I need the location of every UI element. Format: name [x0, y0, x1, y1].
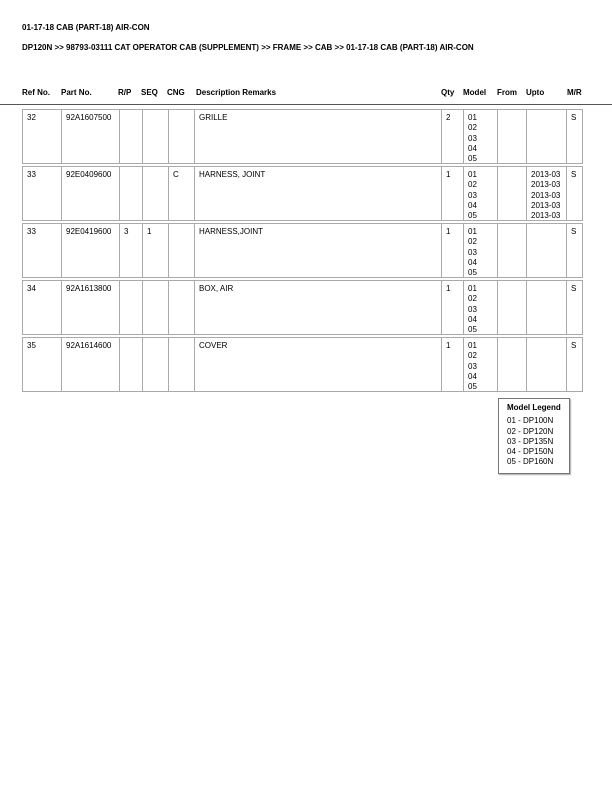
cell-upto	[526, 224, 566, 277]
cell-part: 92A1607500	[61, 110, 119, 163]
cell-desc: GRILLE	[194, 110, 441, 163]
breadcrumb: DP120N >> 98793-03111 CAT OPERATOR CAB (SUPPLEMENT) >> FRAME >> CAB >> 01-17-18 CAB (PART-18) AIR-CON	[22, 43, 474, 52]
legend-item: 02 - DP120N	[507, 426, 554, 436]
legend-item: 05 - DP160N	[507, 457, 554, 467]
cell-part: 92E0419600	[61, 224, 119, 277]
cell-cng: C	[168, 167, 194, 220]
cell-ref: 35	[27, 341, 36, 350]
cell-model: 01 02 03 04 05	[463, 110, 497, 163]
cell-rp	[119, 110, 142, 163]
cell-part: 92E0409600	[61, 167, 119, 220]
column-header: From	[497, 88, 517, 97]
cell-from	[497, 224, 526, 277]
table-row	[22, 223, 583, 278]
table-row	[22, 337, 583, 392]
cell-seq	[142, 281, 168, 334]
cell-upto	[526, 281, 566, 334]
legend-item: 01 - DP100N	[507, 416, 554, 426]
cell-desc: HARNESS, JOINT	[194, 167, 441, 220]
column-header: Description Remarks	[196, 88, 277, 97]
cell-desc: BOX, AIR	[194, 281, 441, 334]
table-header	[0, 88, 612, 105]
column-header: Part No.	[61, 88, 92, 97]
cell-desc: HARNESS,JOINT	[194, 224, 441, 277]
legend-title: Model Legend	[507, 403, 561, 412]
cell-from	[497, 110, 526, 163]
cell-part: 92A1614600	[61, 338, 119, 391]
column-header: Model	[463, 88, 487, 97]
column-header: R/P	[118, 88, 132, 97]
cell-model: 01 02 03 04 05	[463, 281, 497, 334]
cell-rp	[119, 281, 142, 334]
cell-mr: S	[566, 167, 584, 220]
column-header: CNG	[167, 88, 185, 97]
cell-cng	[168, 338, 194, 391]
cell-qty: 1	[441, 224, 463, 277]
cell-qty: 1	[441, 338, 463, 391]
cell-upto	[526, 110, 566, 163]
cell-rp	[119, 338, 142, 391]
cell-upto: 2013-03 2013-03 2013-03 2013-03 2013-03	[526, 167, 566, 220]
cell-mr: S	[566, 281, 584, 334]
cell-part: 92A1613800	[61, 281, 119, 334]
cell-desc: COVER	[194, 338, 441, 391]
page-title: 01-17-18 CAB (PART-18) AIR-CON	[22, 23, 150, 32]
cell-model: 01 02 03 04 05	[463, 224, 497, 277]
cell-seq	[142, 338, 168, 391]
cell-cng	[168, 281, 194, 334]
cell-ref: 33	[27, 170, 36, 179]
column-header: Qty	[441, 88, 455, 97]
column-header: Ref No.	[22, 88, 50, 97]
cell-qty: 1	[441, 281, 463, 334]
cell-mr: S	[566, 110, 584, 163]
cell-rp	[119, 167, 142, 220]
table-row	[22, 166, 583, 221]
cell-ref: 34	[27, 284, 36, 293]
table-row	[22, 280, 583, 335]
cell-seq	[142, 110, 168, 163]
model-legend	[498, 398, 570, 474]
cell-rp: 3	[119, 224, 142, 277]
cell-mr: S	[566, 338, 584, 391]
cell-qty: 2	[441, 110, 463, 163]
cell-model: 01 02 03 04 05	[463, 338, 497, 391]
legend-item: 04 - DP150N	[507, 447, 554, 457]
cell-from	[497, 167, 526, 220]
cell-ref: 33	[27, 227, 36, 236]
cell-from	[497, 338, 526, 391]
cell-cng	[168, 110, 194, 163]
column-header: M/R	[567, 88, 582, 97]
cell-seq: 1	[142, 224, 168, 277]
cell-cng	[168, 224, 194, 277]
cell-model: 01 02 03 04 05	[463, 167, 497, 220]
cell-mr: S	[566, 224, 584, 277]
cell-ref: 32	[27, 113, 36, 122]
cell-from	[497, 281, 526, 334]
cell-qty: 1	[441, 167, 463, 220]
table-row	[22, 109, 583, 164]
cell-seq	[142, 167, 168, 220]
cell-upto	[526, 338, 566, 391]
column-header: Upto	[526, 88, 545, 97]
column-header: SEQ	[141, 88, 158, 97]
legend-item: 03 - DP135N	[507, 436, 554, 446]
